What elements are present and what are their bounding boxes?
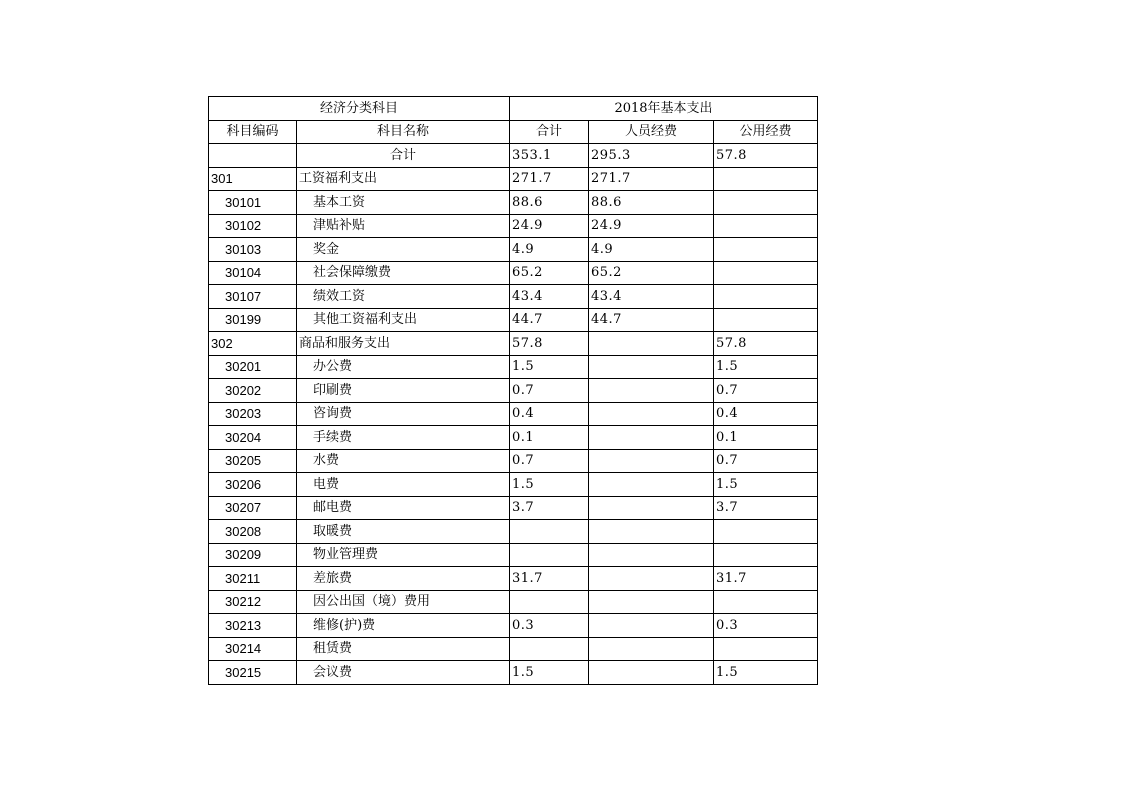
table-row: [209, 402, 818, 426]
table-row: [209, 261, 818, 285]
cell-code: 30104: [209, 261, 297, 285]
table-row: [209, 332, 818, 356]
header-economic-category: 经济分类科目: [209, 97, 510, 121]
cell-personnel: [589, 473, 714, 497]
cell-code: 30201: [209, 355, 297, 379]
cell-personnel: 271.7: [589, 167, 714, 191]
cell-name: 租赁费: [297, 637, 510, 661]
cell-public: [714, 590, 818, 614]
cell-code: 30102: [209, 214, 297, 238]
cell-public: 1.5: [714, 355, 818, 379]
cell-public: [714, 543, 818, 567]
cell-code: 30212: [209, 590, 297, 614]
header-basic-expenditure: 2018年基本支出: [510, 97, 818, 121]
cell-public: 31.7: [714, 567, 818, 591]
cell-code: 30204: [209, 426, 297, 450]
cell-personnel: [589, 543, 714, 567]
cell-total: [510, 637, 589, 661]
cell-personnel: [589, 614, 714, 638]
cell-name: 印刷费: [297, 379, 510, 403]
cell-code: 302: [209, 332, 297, 356]
cell-personnel: [589, 355, 714, 379]
cell-public: 1.5: [714, 473, 818, 497]
table-row: [209, 167, 818, 191]
cell-total: 0.7: [510, 379, 589, 403]
table-row: [209, 567, 818, 591]
col-header-code: 科目编码: [209, 120, 297, 144]
cell-total: 271.7: [510, 167, 589, 191]
cell-name: 水费: [297, 449, 510, 473]
cell-code: 30103: [209, 238, 297, 262]
cell-name: 基本工资: [297, 191, 510, 215]
col-header-personnel: 人员经费: [589, 120, 714, 144]
col-header-public: 公用经费: [714, 120, 818, 144]
table-row: [209, 449, 818, 473]
cell-total: 4.9: [510, 238, 589, 262]
table-row: [209, 308, 818, 332]
cell-public: [714, 167, 818, 191]
cell-name: 邮电费: [297, 496, 510, 520]
cell-personnel: [589, 449, 714, 473]
cell-total: 0.7: [510, 449, 589, 473]
cell-personnel: [589, 402, 714, 426]
cell-public: [714, 637, 818, 661]
cell-code: 30209: [209, 543, 297, 567]
cell-public: 0.7: [714, 449, 818, 473]
table-row: [209, 543, 818, 567]
table-row: [209, 520, 818, 544]
cell-name: 合计: [297, 144, 510, 168]
column-header-row: [209, 120, 818, 144]
cell-total: 3.7: [510, 496, 589, 520]
cell-public: [714, 214, 818, 238]
cell-public: 1.5: [714, 661, 818, 685]
cell-total: 1.5: [510, 661, 589, 685]
cell-name: 会议费: [297, 661, 510, 685]
table-row: [209, 661, 818, 685]
cell-public: 0.7: [714, 379, 818, 403]
table-body: [209, 97, 818, 685]
cell-code: 30203: [209, 402, 297, 426]
table-row: [209, 379, 818, 403]
cell-name: 手续费: [297, 426, 510, 450]
cell-name: 因公出国（境）费用: [297, 590, 510, 614]
cell-code: 30208: [209, 520, 297, 544]
cell-personnel: 88.6: [589, 191, 714, 215]
cell-public: [714, 308, 818, 332]
table-row: [209, 496, 818, 520]
cell-personnel: 295.3: [589, 144, 714, 168]
cell-name: 绩效工资: [297, 285, 510, 309]
table-row: [209, 214, 818, 238]
cell-total: 44.7: [510, 308, 589, 332]
cell-total: [510, 543, 589, 567]
cell-personnel: 43.4: [589, 285, 714, 309]
cell-total: [510, 590, 589, 614]
cell-public: [714, 520, 818, 544]
cell-name: 津贴补贴: [297, 214, 510, 238]
table-row: [209, 144, 818, 168]
header-group-row: [209, 97, 818, 121]
cell-code: 30202: [209, 379, 297, 403]
table-row: [209, 285, 818, 309]
table-row: [209, 473, 818, 497]
cell-name: 取暖费: [297, 520, 510, 544]
table-row: [209, 614, 818, 638]
cell-code: 30213: [209, 614, 297, 638]
cell-public: 3.7: [714, 496, 818, 520]
cell-code: 30215: [209, 661, 297, 685]
cell-personnel: [589, 496, 714, 520]
cell-personnel: [589, 567, 714, 591]
cell-name: 咨询费: [297, 402, 510, 426]
cell-public: 57.8: [714, 144, 818, 168]
cell-total: 1.5: [510, 355, 589, 379]
cell-total: 0.3: [510, 614, 589, 638]
cell-public: [714, 285, 818, 309]
cell-total: 0.4: [510, 402, 589, 426]
cell-personnel: 4.9: [589, 238, 714, 262]
cell-code: 30214: [209, 637, 297, 661]
cell-code: 30211: [209, 567, 297, 591]
cell-code: 30199: [209, 308, 297, 332]
cell-total: 31.7: [510, 567, 589, 591]
cell-public: [714, 261, 818, 285]
cell-personnel: [589, 520, 714, 544]
cell-name: 维修(护)费: [297, 614, 510, 638]
table-row: [209, 590, 818, 614]
cell-name: 物业管理费: [297, 543, 510, 567]
cell-name: 其他工资福利支出: [297, 308, 510, 332]
cell-personnel: [589, 661, 714, 685]
cell-code: 30207: [209, 496, 297, 520]
cell-name: 差旅费: [297, 567, 510, 591]
table-row: [209, 355, 818, 379]
cell-personnel: 24.9: [589, 214, 714, 238]
cell-name: 商品和服务支出: [297, 332, 510, 356]
cell-total: 0.1: [510, 426, 589, 450]
cell-code: 30101: [209, 191, 297, 215]
cell-code: [209, 144, 297, 168]
cell-total: 65.2: [510, 261, 589, 285]
cell-personnel: [589, 426, 714, 450]
expenditure-table: [208, 96, 818, 685]
cell-code: 30205: [209, 449, 297, 473]
cell-public: 0.3: [714, 614, 818, 638]
cell-personnel: [589, 590, 714, 614]
cell-code: 301: [209, 167, 297, 191]
cell-name: 工资福利支出: [297, 167, 510, 191]
cell-name: 社会保障缴费: [297, 261, 510, 285]
table-row: [209, 426, 818, 450]
cell-name: 电费: [297, 473, 510, 497]
cell-name: 办公费: [297, 355, 510, 379]
col-header-total: 合计: [510, 120, 589, 144]
cell-personnel: [589, 379, 714, 403]
cell-total: 24.9: [510, 214, 589, 238]
cell-total: 1.5: [510, 473, 589, 497]
cell-total: 353.1: [510, 144, 589, 168]
cell-code: 30107: [209, 285, 297, 309]
cell-personnel: 44.7: [589, 308, 714, 332]
cell-total: 43.4: [510, 285, 589, 309]
cell-personnel: [589, 637, 714, 661]
cell-public: 57.8: [714, 332, 818, 356]
table-row: [209, 191, 818, 215]
cell-public: 0.4: [714, 402, 818, 426]
col-header-name: 科目名称: [297, 120, 510, 144]
cell-code: 30206: [209, 473, 297, 497]
table-row: [209, 238, 818, 262]
cell-personnel: [589, 332, 714, 356]
cell-total: [510, 520, 589, 544]
cell-name: 奖金: [297, 238, 510, 262]
cell-total: 88.6: [510, 191, 589, 215]
cell-public: 0.1: [714, 426, 818, 450]
table-row: [209, 637, 818, 661]
cell-public: [714, 191, 818, 215]
cell-total: 57.8: [510, 332, 589, 356]
cell-public: [714, 238, 818, 262]
cell-personnel: 65.2: [589, 261, 714, 285]
